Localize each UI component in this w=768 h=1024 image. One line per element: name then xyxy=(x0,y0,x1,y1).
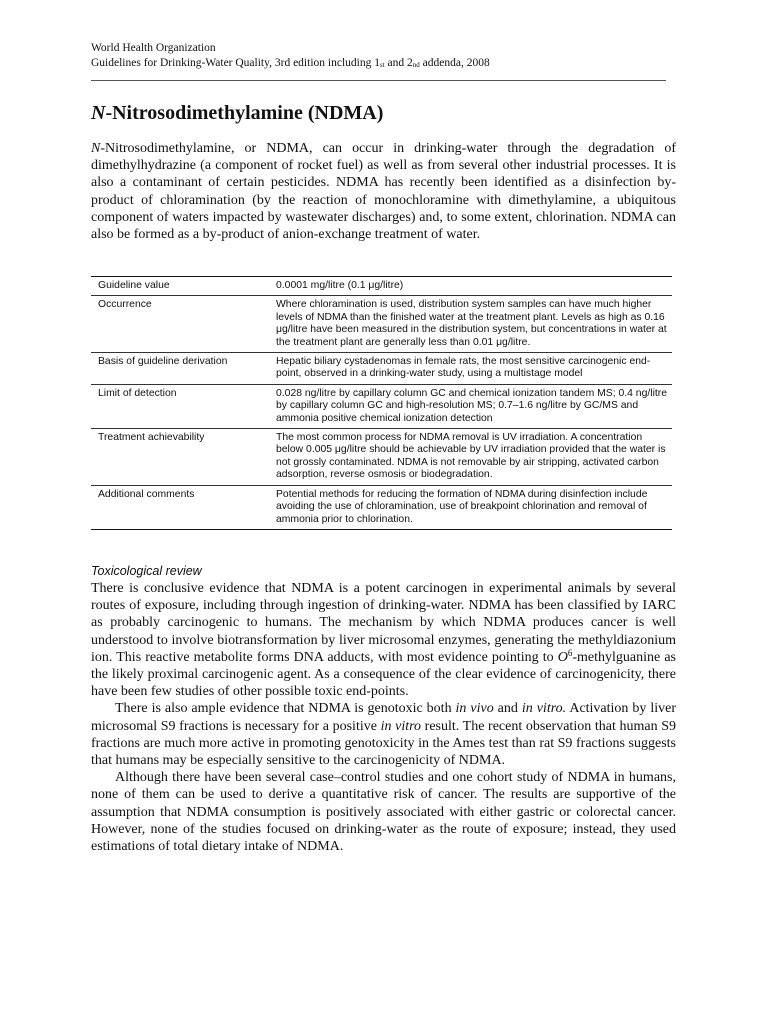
tox-p2-in-vitro: in vitro. xyxy=(521,701,567,717)
tox-p1-italic-o: O xyxy=(557,649,568,665)
tox-p2-and: and xyxy=(493,701,522,717)
tox-paragraph-2 xyxy=(91,700,676,769)
title-italic-prefix: N xyxy=(91,102,106,124)
tox-p1-text-a: There is conclusive evidence that NDMA is a potent carcinogen in experimental animals by several routes of exposure, including through ingestion of drinking-water. NDMA has been classified by IARC as probably carcinogenic to humans. The mechanism by which NDMA produces cancer is well understood to involve biotransformation by liver microsomal enzymes, generating the methyldiazonium ion. This reactive metabolite forms DNA adducts, with most evidence pointing to xyxy=(91,581,676,665)
tox-p2-in-vitro-2: in vitro xyxy=(380,718,422,734)
tox-paragraph-3: Although there have been several case–control studies and one cohort study of NDMA in humans, none of them can be used to derive a quantitative risk of cancer. The results are supportive of the assumption that NDMA consumption is positively associated with either gastric or colorectal cancer. However, none of the studies focused on drinking-water as the route of exposure; instead, they used estimations of total dietary intake of NDMA. xyxy=(91,770,676,855)
intro-paragraph xyxy=(91,140,676,243)
guideline-summary-table xyxy=(91,276,672,530)
row-label: Guideline value xyxy=(98,280,170,291)
tox-p2-text-a: There is also ample evidence that NDMA is genotoxic both xyxy=(115,701,456,717)
title-text: -Nitrosodimethylamine (NDMA) xyxy=(105,102,384,124)
table-row xyxy=(91,429,672,486)
row-value: Potential methods for reducing the formation of NDMA during disinfection include avoiding the use of chloramination, use of breakpoint chlorination and removal of ammonia prior to chlorination. xyxy=(276,488,648,525)
header-text-start: Guidelines for Drinking-Water Quality, 3rd edition including 1 xyxy=(91,57,380,69)
intro-text: -Nitrosodimethylamine, or NDMA, can occur in drinking-water through the degradation of dimethylhydrazine (a component of rocket fuel) as well as from several other industrial processes. It is also a contaminant of certain pesticides. NDMA has recently been identified as a disinfection by-product of chloramination (by the reaction of monochloramine with dimethylamine, a ubiquitous component of waters impacted by wastewater discharges) and, to some extent, chlorination. NDMA can also be formed as a by-product of anion-exchange treatment of water. xyxy=(91,141,676,243)
header-sup-second: nd xyxy=(412,61,420,69)
table-row xyxy=(91,485,672,529)
tox-p2-in-vivo: in vivo xyxy=(455,701,494,717)
table-row xyxy=(91,296,672,353)
header-guideline-title xyxy=(91,56,666,73)
header-organization: World Health Organization xyxy=(91,42,216,54)
row-label: Occurrence xyxy=(98,299,152,311)
header-sup-first: st xyxy=(379,61,385,69)
row-value: 0.028 ng/litre by capillary column GC and chemical ionization tandem MS; 0.4 ng/litre by capillary column GC and high-resolution MS; 0.7–1.6 ng/litre by GC/MS and ammonia positive chemical ionization detection xyxy=(276,387,667,424)
page-header xyxy=(91,41,666,73)
row-value: Hepatic biliary cystadenomas in female rats, the most sensitive carcinogenic end-point, observed in a drinking-water study, using a multistage model xyxy=(276,356,651,380)
table-row xyxy=(91,353,672,385)
row-label: Limit of detection xyxy=(98,387,177,399)
page-title xyxy=(91,102,383,125)
row-value: 0.0001 mg/litre (0.1 μg/litre) xyxy=(276,280,404,291)
row-label: Treatment achievability xyxy=(98,432,205,444)
table-row xyxy=(91,384,672,428)
row-label: Additional comments xyxy=(98,488,195,500)
row-label: Basis of guideline derivation xyxy=(98,356,228,368)
header-text-mid: and 2 xyxy=(384,57,413,69)
tox-p2-text-b: Activation by liver microsomal S9 fractions is necessary for a positive xyxy=(91,701,677,734)
tox-p1-superscript: 6 xyxy=(567,647,573,658)
toxicological-review-section xyxy=(91,580,676,855)
row-value: Where chloramination is used, distribution system samples can have much higher levels of NDMA than the finished water at the treatment plant. Levels as high as 0.16 μg/litre have been measured in the distribution system, but concentrations in water at the treatment plant are generally less than 0.01 μg/litre. xyxy=(276,299,667,348)
tox-paragraph-1 xyxy=(91,580,676,700)
tox-p1-text-b: -methylguanine as the likely proximal carcinogenic agent. As a consequence of the clear evidence of carcinogenicity, there have been few studies of other possible toxic end-points. xyxy=(91,649,677,700)
tox-p2-text-c: result. The recent observation that human S9 fractions are much more active in promoting genotoxicity in the Ames test than rat S9 fractions suggests that humans may be especially sensitive to the carcinogenicity of NDMA. xyxy=(91,718,676,769)
header-divider xyxy=(91,80,666,81)
toxicological-review-heading: Toxicological review xyxy=(91,564,202,578)
header-text-end: addenda, 2008 xyxy=(419,57,490,69)
row-value: The most common process for NDMA removal is UV irradiation. A concentration below 0.005 μg/litre should be achievable by UV irradiation provided that the water is not grossly contaminated. NDMA is not removable by air stripping, activated carbon adsorption, reverse osmosis or biodegradation. xyxy=(276,432,666,481)
intro-italic-prefix: N xyxy=(91,141,101,156)
table-row xyxy=(91,277,672,296)
